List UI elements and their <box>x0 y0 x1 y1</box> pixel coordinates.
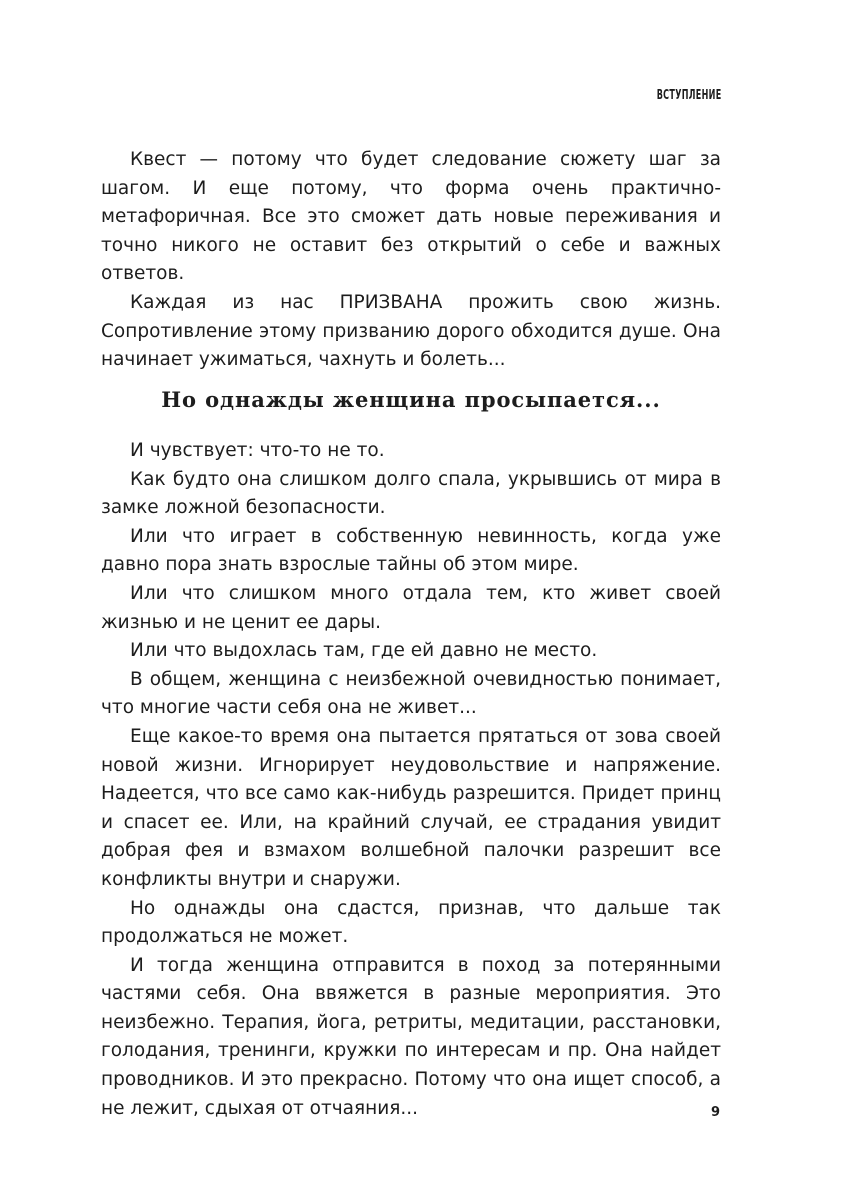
body-text-block-2 <box>101 437 721 1123</box>
paragraph: Каждая из нас ПРИЗВАНА прожить свою жизнь. Сопротивление этому призванию дорого обходится душе. Она начинает ужиматься, чахнуть и болеть... <box>101 291 721 371</box>
running-head: ВСТУПЛЕНИЕ <box>657 88 722 103</box>
paragraph: Или что играет в собственную невинность, когда уже давно пора знать взрослые тайны об этом мире. <box>101 525 721 576</box>
page-number: 9 <box>710 1105 720 1120</box>
paragraph: И чувствует: что-то не то. <box>130 440 385 461</box>
body-text-block-1 <box>101 146 721 375</box>
paragraph: Но однажды она сдастся, признав, что дальше так продолжаться не может. <box>101 897 721 948</box>
paragraph: В общем, женщина с неизбежной очевидностью понимает, что многие части себя она не живет... <box>101 668 721 719</box>
section-heading: Но однажды женщина просыпается... <box>161 387 661 412</box>
paragraph: Или что слишком много отдала тем, кто живет своей жизнью и не ценит ее дары. <box>101 582 721 633</box>
paragraph: Еще какое-то время она пытается прятаться от зова своей новой жизни. Игнорирует неудовольствие и напряжение. Надеется, что все само как-нибудь разрешится. Придет принц и спасет ее. Или, на крайний случай, ее страдания увидит добрая фея и взмахом волшебной палочки разрешит все конфликты внутри и снаружи. <box>101 725 721 890</box>
paragraph: Или что выдохлась там, где ей давно не место. <box>130 640 598 662</box>
paragraph: Как будто она слишком долго спала, укрывшись от мира в замке ложной безопасности. <box>101 468 721 519</box>
paragraph: И тогда женщина отправится в поход за потерянными частями себя. Она ввяжется в разные мероприятия. Это неизбежно. Терапия, йога, ретриты, медитации, расстановки, голодания, тренинги, кружки по интересам и пр. Она найдет проводников. И это прекрасно. Потому что она ищет способ, а не лежит, сдыхая от отчаяния... <box>101 954 721 1119</box>
paragraph: Квест — потому что будет следование сюжету шаг за шагом. И еще потому, что форма очень практично-метафоричная. Все это сможет дать новые переживания и точно никого не оставит без открытий о себе и важных ответов. <box>101 149 721 285</box>
